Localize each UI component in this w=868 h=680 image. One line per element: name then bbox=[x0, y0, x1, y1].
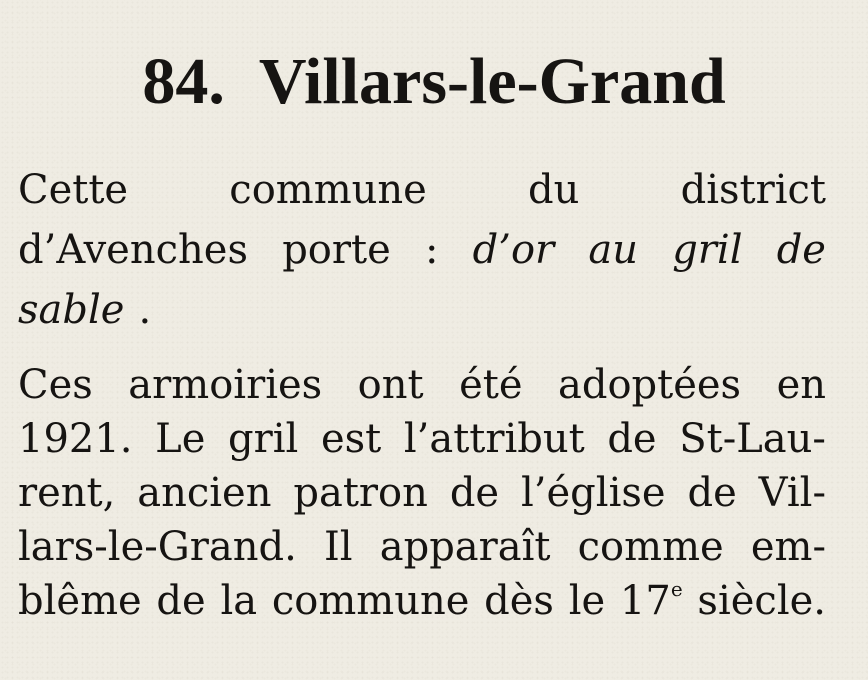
ordinal-suffix: e bbox=[670, 577, 683, 601]
page-title bbox=[0, 45, 868, 118]
text-line: lars-le-Grand. Il apparaît comme em- bbox=[18, 524, 826, 570]
text-line: 1921. Le gril est l’attribut de St-Lau- bbox=[18, 416, 826, 462]
blazon-text: au bbox=[588, 227, 638, 273]
text-line: Cette commune du district bbox=[18, 167, 826, 213]
blazon-text: d’or bbox=[472, 227, 555, 273]
text-line: blême de la commune dès le 17e siècle. bbox=[18, 574, 826, 628]
paragraph-blazon bbox=[18, 160, 826, 340]
text-line: rent, ancien patron de l’église de Vil- bbox=[18, 470, 826, 516]
text-line: sable . bbox=[18, 287, 152, 333]
blazon-text: de bbox=[776, 227, 826, 273]
paragraph-history bbox=[18, 358, 826, 628]
century: 17e bbox=[619, 577, 683, 624]
entry-number: 84. bbox=[142, 45, 225, 118]
commune-name: Villars-le-Grand bbox=[258, 45, 726, 118]
text-line: d’Avenches porte : d’or au gril de bbox=[18, 220, 826, 280]
blazon-text: gril bbox=[672, 227, 743, 273]
blazon-text: sable bbox=[18, 287, 125, 333]
text-line: Ces armoiries ont été adoptées en bbox=[18, 362, 826, 408]
